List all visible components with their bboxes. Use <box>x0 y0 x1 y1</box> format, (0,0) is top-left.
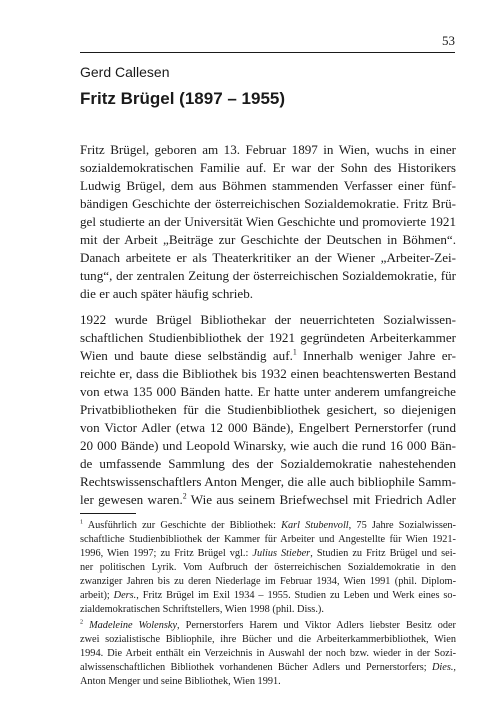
footnote-text: , 75 Jahre Sozialwissen- <box>348 520 456 531</box>
author-name: Gerd Callesen <box>80 64 170 80</box>
body-line: Privatbibliotheken für die Studienbibliothek gesichert, so diejenigen <box>80 402 456 417</box>
body-line: von Victor Adler (etwa 12 000 Bände), Engelbert Pernerstorfer (rund <box>80 420 456 435</box>
body-line: von etwa 135 000 Bänden hatte. Er hatte unter anderem umfangreiche <box>80 384 456 399</box>
article-title: Fritz Brügel (1897 – 1955) <box>80 89 286 108</box>
footnote-text: alwissenschaftlichen Bibliothek vorhandenen Bücher Adlers und Pernerstorfers; <box>80 662 432 673</box>
body-line: reichte er, dass die Bibliothek bis 1932 einen beachtenswerten Bestand <box>80 366 456 381</box>
body-line: de umfassende Sammlung des der Sozialdemokratie nahestehenden <box>80 456 456 471</box>
page-number: 53 <box>442 33 455 48</box>
footnote-text: , Pernerstorfers Harem und Viktor Adlers liebster Besitz oder <box>177 620 456 631</box>
body-line: gel studierte an der Universität Wien Geschichte und promovierte 1921 <box>80 214 456 229</box>
body-line <box>80 347 456 365</box>
footnote-1-line <box>80 519 456 533</box>
footnote-1-line <box>80 589 456 603</box>
footnote-1-line: zialdemokratischen Schriftstellers, Wien 1998 (phil. Diss.). <box>80 604 324 615</box>
footnote-1-line: schaftliche Studienbibliothek der Kammer für Arbeiter und Angestellte für Wien 1921- <box>80 534 456 545</box>
footnote-ref-2[interactable]: 2 <box>182 491 187 501</box>
body-line: sozialdemokratischen Familie auf. Er war der Sohn des Historikers <box>80 160 456 175</box>
body-line: die er auch später häufig schrieb. <box>80 286 254 301</box>
footnote-1-line <box>80 547 456 561</box>
footnote-rule <box>80 513 136 514</box>
footnote-ref-1[interactable]: 1 <box>292 347 297 357</box>
footnote-2-line: zwei sozialistische Bibliophile, ihre Bücher und die Arbeiterkammerbibliothek, Wien <box>80 634 456 645</box>
footnote-2-line <box>80 661 456 675</box>
footnote-2-line: Anton Menger und seine Bibliothek, Wien 1991. <box>80 676 281 687</box>
footnote-author: Madeleine Wolensky <box>89 620 178 631</box>
body-line: Ludwig Brügel, dem aus Böhmen stammenden Verfasser einer fünf- <box>80 178 456 193</box>
footnote-marker-2: 2 <box>80 618 84 626</box>
footnote-text: Ausführlich zur Geschichte der Bibliothek: <box>87 520 282 531</box>
body-line-part: Innerhalb weniger Jahre er- <box>296 348 456 363</box>
footnote-2-line <box>80 619 456 633</box>
body-line-part: Wien und baute diese selbständig auf. <box>80 348 293 363</box>
body-line: schaftlichen Studienbibliothek der 1921 gegründeten Arbeiterkammer <box>80 330 456 345</box>
body-line: mit der Arbeit „Beiträge zur Geschichte der Deutschen in Böhmen“. <box>80 232 456 247</box>
body-line-part: ler gewesen waren. <box>80 492 183 507</box>
body-line <box>80 491 456 509</box>
body-line: Rechtswissenschaftlers Anton Menger, die alle auch bibliophile Samm- <box>80 474 456 489</box>
header-rule <box>80 52 455 53</box>
body-line: bändigen Geschichte der österreichischen Sozialdemokratie. Fritz Brü- <box>80 196 456 211</box>
footnote-text: 1996, Wien 1997; zu Fritz Brügel vgl.: <box>80 548 253 559</box>
footnote-2-line: 1994. Die Arbeit enthält ein Verzeichnis in Auswahl der noch bzw. wieder in der Sozi- <box>80 648 456 659</box>
footnote-1-line: ner politischen Lyrik. Vom Aufbruch der österreichischen Sozialdemokratie in den <box>80 562 456 573</box>
body-line-part: Wie aus seinem Briefwechsel mit Friedrich Adler <box>186 492 456 507</box>
footnote-1-line: zwanziger Jahren bis zu deren Niederlage im Februar 1934, Wien 1991 (phil. Diplom- <box>80 576 456 587</box>
footnote-marker-1: 1 <box>80 518 84 526</box>
body-line: Fritz Brügel, geboren am 13. Februar 1897 in Wien, wuchs in einer <box>80 142 456 157</box>
body-line: tung“, der zentralen Zeitung der österreichischen Sozialdemokratie, für <box>80 268 456 283</box>
footnote-author: Ders. <box>113 590 137 601</box>
footnote-text: , Studien zu Fritz Brügel und sei- <box>310 548 456 559</box>
body-line: 1922 wurde Brügel Bibliothekar der neuerrichteten Sozialwissen- <box>80 312 456 327</box>
body-line: Danach arbeitete er als Theaterkritiker an der Wiener „Arbeiter-Zei- <box>80 250 456 265</box>
footnote-author: Karl Stubenvoll <box>281 520 349 531</box>
body-line: 20 000 Bände) und Leopold Winarsky, wie auch die rund 16 000 Bän- <box>80 438 456 453</box>
footnote-text: , Fritz Brügel im Exil 1934 – 1955. Studien zu Leben und Werk eines so- <box>136 590 456 601</box>
footnote-author: Dies., <box>431 662 456 673</box>
footnote-text: arbeit); <box>80 590 114 601</box>
footnote-author: Julius Stieber <box>252 548 311 559</box>
